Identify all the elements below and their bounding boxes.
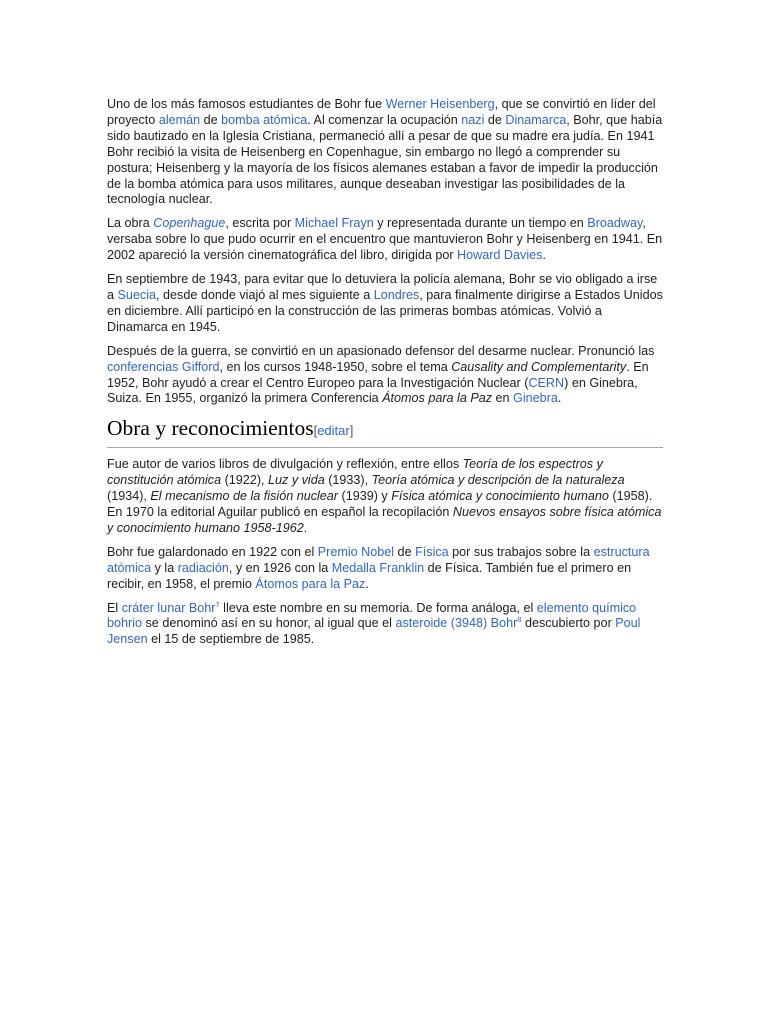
text: (1939) y [338,489,392,504]
text: de Física. También fue el primero en recibir, en 1958, el premio [107,560,632,591]
link-nazi[interactable]: nazi [461,112,485,127]
text: se denominó así en su honor, al igual que el [142,616,396,631]
text: , y en 1926 con la [228,560,332,575]
text: , Bohr, que había sido bautizado en la Iglesia Cristiana, permaneció allí a pesar de que su madre era judía. En 1941 Bohr recibió la visita de Heisenberg en Copenhague, sin embargo no llegó a comprender su postura; Heisenberg y la mayoría de los físicos alemanes estaban a favor de impedir la producción de la bomba atómica para usos militares, aunque deseaban investigar las posibilidades de la tecnología nuclear. [107,112,663,207]
link-cern[interactable]: CERN [528,375,565,390]
text: Bohr fue galardonado en 1922 con el [107,544,318,559]
link-howard-davies[interactable]: Howard Davies [457,248,543,263]
text: el 15 de septiembre de 1985. [147,632,315,647]
link-label: Copenhague [153,216,226,231]
text: de [484,112,506,127]
reference-7[interactable]: 7 [215,599,220,609]
book-title: El mecanismo de la fisión nuclear [150,489,339,504]
text: ) en Ginebra, Suiza. En 1955, organizó la primera Conferencia [107,375,638,406]
link-crater-lunar-bohr[interactable]: cráter lunar Bohr [121,600,216,615]
text: Después de la guerra, se convirtió en un apasionado defensor del desarme nuclear. Pronunció las [107,343,655,358]
text: Fue autor de varios libros de divulgación y reflexión, entre ellos [107,457,463,472]
bracket: [ [313,423,318,439]
text: lleva este nombre en su memoria. De forma análoga, el [219,600,537,615]
text: (1958). En 1970 la editorial Aguilar publicó en español la recopilación [107,489,653,520]
link-aleman[interactable]: alemán [158,112,201,127]
text: . [557,391,562,406]
link-poul-jensen[interactable]: Poul Jensen [107,616,641,647]
paragraph-copenhague [107,216,663,264]
book-title: Física atómica y conocimiento humano [391,489,609,504]
text: de [394,544,416,559]
text: (1934), [107,489,151,504]
text: (1922), [221,473,269,488]
text: por sus trabajos sobre la [448,544,594,559]
text: , que se convirtió en líder del proyecto [107,97,656,127]
paragraph-libros [107,457,663,537]
text: (1933), [324,473,372,488]
text: , versaba sobre lo que pudo ocurrir en el encuentro que mantuvieron Bohr y Heisenberg en 1941. En 2002 apareció la versión cinematográfica del libro, dirigida por [107,216,663,263]
italic-title: Átomos para la Paz [382,391,493,406]
italic-title: Causality and Complementarity [451,359,627,374]
link-fisica[interactable]: Física [415,544,449,559]
paragraph-homenajes [107,601,663,649]
link-radiacion[interactable]: radiación [177,560,229,575]
text: descubierto por [521,616,616,631]
text: En septiembre de 1943, para evitar que lo detuviera la policía alemana, Bohr se vio obligado a irse a [107,272,658,302]
edit-section [314,423,354,438]
text: . Al comenzar la ocupación [307,112,462,127]
link-premio-nobel[interactable]: Premio Nobel [317,544,395,559]
paragraph-posguerra [107,344,663,408]
book-title: Teoría de los espectros y constitución atómica [107,457,603,488]
paragraph-1943 [107,272,663,336]
article-content [107,97,663,656]
link-werner-heisenberg[interactable]: Werner Heisenberg [385,97,495,111]
text: . [365,576,369,591]
link-asteroide-bohr[interactable]: asteroide (3948) Bohr [395,616,518,631]
text: en [492,391,514,406]
text: de [200,112,222,127]
link-ginebra[interactable]: Ginebra [513,391,558,406]
book-title: Luz y vida [268,473,325,488]
link-atomos-para-la-paz[interactable]: Átomos para la Paz [255,576,366,591]
link-conferencias-gifford[interactable]: conferencias Gifford [107,359,220,374]
reference-8[interactable]: 8 [517,615,522,625]
link-michael-frayn[interactable]: Michael Frayn [294,216,374,231]
link-londres[interactable]: Londres [373,287,420,302]
text: , desde donde viajó al mes siguiente a [156,287,374,302]
text: . [542,248,546,263]
link-elemento-bohrio[interactable]: elemento químico bohrio [107,600,637,631]
text: y representada durante un tiempo en [373,216,588,231]
text: , para finalmente dirigirse a Estados Unidos en diciembre. Allí participó en la construcción de las primeras bombas atómicas. Volvió a Dinamarca en 1945. [107,287,663,334]
text: . En 1952, Bohr ayudó a crear el Centro Europeo para la Investigación Nuclear ( [107,359,649,390]
link-medalla-franklin[interactable]: Medalla Franklin [331,560,425,575]
paragraph-heisenberg [107,97,663,208]
book-title: Teoría atómica y descripción de la naturaleza [371,473,625,488]
text: y la [151,560,178,575]
text: El [107,600,122,615]
text: La obra [107,216,154,231]
section-heading [107,415,663,448]
link-bomba-atomica[interactable]: bomba atómica [221,112,308,127]
bracket: ] [349,423,354,439]
text: Uno de los más famosos estudiantes de Bohr fue [107,97,386,111]
paragraph-premios [107,545,663,593]
link-copenhague[interactable] [153,216,225,230]
link-broadway[interactable]: Broadway [587,216,643,231]
link-suecia[interactable]: Suecia [117,287,157,302]
edit-section-link[interactable]: editar [317,423,350,439]
text: , en los cursos 1948-1950, sobre el tema [219,359,452,374]
text: , escrita por [225,216,295,231]
book-title: Nuevos ensayos sobre física atómica y conocimiento humano 1958-1962 [107,505,662,535]
section-title: Obra y reconocimientos [107,416,314,441]
link-dinamarca[interactable]: Dinamarca [505,112,567,127]
text: . [303,520,308,535]
link-estructura-atomica[interactable]: estructura atómica [107,544,650,575]
